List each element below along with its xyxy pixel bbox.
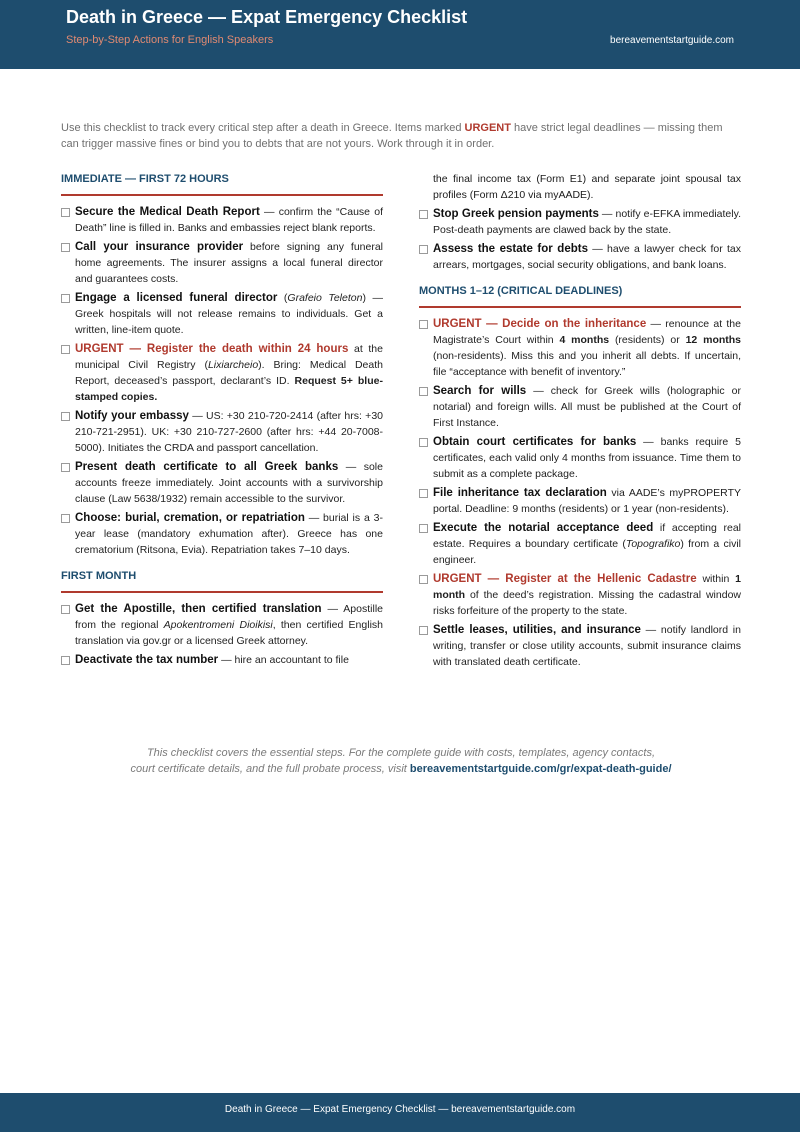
- section-heading-first-month: FIRST MONTH: [61, 570, 383, 593]
- item-text: — renounce at the Magistrate’s Court within: [433, 318, 741, 346]
- item-lead: URGENT — Register the death within 24 hours: [75, 343, 349, 355]
- checkbox[interactable]: [61, 345, 70, 354]
- checkbox[interactable]: [419, 245, 428, 254]
- checkbox[interactable]: [61, 294, 70, 303]
- footer-note-line1: This checklist covers the essential steps. For the complete guide with costs, templates, agency contacts,: [146, 747, 656, 759]
- checklist-item: [61, 652, 383, 668]
- item-text: — hire an accountant to file: [218, 654, 349, 666]
- item-text: within: [696, 573, 736, 585]
- item-continuation: the final income tax (Form E1) and separate joint spousal tax profiles (Form Δ210 via myAADE).: [433, 173, 741, 201]
- item-lead: Execute the notarial acceptance deed: [433, 522, 654, 534]
- page-header: [0, 0, 800, 69]
- checklist-item: [61, 510, 383, 558]
- section-heading-months: MONTHS 1–12 (CRITICAL DEADLINES): [419, 285, 741, 308]
- checklist-item: [61, 204, 383, 236]
- checklist-item: [61, 408, 383, 456]
- item-text: (non-residents). Miss this and you inherit all debts. If uncertain, file “acceptance with benefit of inventory.”: [433, 350, 741, 378]
- bottom-bar: [0, 1093, 800, 1132]
- item-lead: Call your insurance provider: [75, 241, 244, 253]
- item-strong: 1 month: [433, 573, 741, 601]
- checkbox[interactable]: [419, 626, 428, 635]
- footer-note-line2: [61, 761, 741, 777]
- checkbox[interactable]: [61, 243, 70, 252]
- item-emphasis: Lixiarcheio: [207, 359, 259, 371]
- checkbox[interactable]: [419, 524, 428, 533]
- item-lead: Secure the Medical Death Report: [75, 206, 260, 218]
- intro-text-1: Use this checklist to track every critical step after a death in Greece. Items marked: [61, 122, 465, 134]
- footer-note: [61, 745, 741, 777]
- intro-paragraph: [61, 120, 741, 152]
- checkbox[interactable]: [419, 387, 428, 396]
- checkbox[interactable]: [61, 208, 70, 217]
- item-text: — Apostille from the regional: [75, 603, 383, 631]
- checklist-item: [419, 241, 741, 273]
- item-text: ) from a civil engineer.: [433, 538, 741, 566]
- checkbox[interactable]: [61, 656, 70, 665]
- checkbox[interactable]: [419, 575, 428, 584]
- page-title: Death in Greece — Expat Emergency Checklist: [66, 7, 468, 27]
- checklist-item: [61, 459, 383, 507]
- item-lead: Notify your embassy: [75, 410, 189, 422]
- item-strong: 4 months: [559, 334, 610, 346]
- header-site-link[interactable]: bereavementstartguide.com: [610, 35, 734, 46]
- item-text: if accepting real estate. Requires a boundary certificate (: [433, 522, 741, 550]
- checkbox[interactable]: [419, 489, 428, 498]
- guide-link[interactable]: bereavementstartguide.com/gr/expat-death-guide/: [409, 763, 672, 775]
- checklist-item: [419, 485, 741, 517]
- checklist-item: [419, 520, 741, 568]
- item-lead: URGENT — Decide on the inheritance: [433, 318, 647, 330]
- item-text: before signing any funeral home agreements. The insurer assigns a local funeral director and guarantees costs.: [75, 241, 384, 285]
- checkbox[interactable]: [419, 320, 428, 329]
- checklist-item: [419, 206, 741, 238]
- item-text: — notify landlord in writing, transfer or close utility accounts, submit insurance claims with translated death certificate.: [433, 624, 741, 668]
- item-text: — notify e-EFKA immediately. Post-death payments are clawed back by the state.: [433, 208, 741, 236]
- checkbox[interactable]: [61, 514, 70, 523]
- checklist-item: [419, 434, 741, 482]
- checklist-item: [419, 622, 741, 670]
- checklist-item-urgent: [419, 316, 741, 380]
- checklist-item: [61, 601, 383, 649]
- checkbox[interactable]: [61, 463, 70, 472]
- right-column: [419, 171, 741, 673]
- checklist-item: [61, 239, 383, 287]
- item-text: — confirm the “Cause of Death” line is filled in. Banks and embassies reject blank reports.: [75, 206, 383, 234]
- item-strong: 12 months: [685, 334, 742, 346]
- item-lead: Deactivate the tax number: [75, 654, 219, 666]
- item-lead: URGENT — Register at the Hellenic Cadastre: [433, 573, 697, 585]
- intro-urgent-word: URGENT: [464, 122, 511, 134]
- item-text: — US: +30 210-720-2414 (after hrs: +30 210-721-2951). UK: +30 210-727-2600 (after hrs: +44 20-7008-5000). Initiates the CRDA and passport cancellation.: [75, 410, 383, 454]
- checkbox[interactable]: [419, 438, 428, 447]
- item-emphasis: Topografiko: [625, 538, 681, 550]
- item-lead: Present death certificate to all Greek banks: [75, 461, 339, 473]
- item-text: — banks require 5 certificates, each valid only 4 months from issuance. Time them to submit as a complete package.: [433, 436, 741, 480]
- item-text: (: [277, 292, 288, 304]
- item-text: — check for Greek wills (holographic or notarial) and foreign wills. All must be published at the Court of First Instance.: [433, 385, 741, 429]
- item-emphasis: Apokentromeni Dioikisi: [163, 619, 273, 631]
- checkbox[interactable]: [61, 605, 70, 614]
- checklist-item: [61, 290, 383, 338]
- intro-text-2: have strict legal deadlines — missing them can trigger massive fines or bind you to debts that are not yours. Work through it in order.: [61, 122, 723, 150]
- checkbox[interactable]: [419, 210, 428, 219]
- item-lead: Search for wills: [433, 385, 527, 397]
- item-lead: Choose: burial, cremation, or repatriation: [75, 512, 305, 524]
- checkbox[interactable]: [61, 412, 70, 421]
- item-text: at the municipal Civil Registry (: [75, 343, 383, 371]
- checklist-item-urgent: [61, 341, 383, 405]
- bottom-bar-text: Death in Greece — Expat Emergency Checklist — bereavementstartguide.com: [224, 1104, 576, 1115]
- left-column: [61, 171, 383, 671]
- item-lead: Settle leases, utilities, and insurance: [433, 624, 641, 636]
- item-lead: Get the Apostille, then certified translation: [75, 603, 322, 615]
- checklist-item: [419, 383, 741, 431]
- item-text: (residents) or: [609, 334, 686, 346]
- section-heading-immediate: IMMEDIATE — FIRST 72 HOURS: [61, 173, 383, 196]
- footer-note-text: court certificate details, and the full probate process, visit: [130, 763, 410, 775]
- item-lead: Stop Greek pension payments: [433, 208, 599, 220]
- item-text: ). Bring: Medical Death Report, deceased’s passport, declarant’s ID.: [75, 359, 383, 387]
- item-text: — have a lawyer check for tax arrears, mortgages, social security obligations, and bank loans.: [433, 243, 741, 271]
- item-lead: Assess the estate for debts: [433, 243, 588, 255]
- item-lead: Obtain court certificates for banks: [433, 436, 637, 448]
- checklist-item-urgent: [419, 571, 741, 619]
- item-text: , then certified English translation via gov.gr or a licensed Greek attorney.: [75, 619, 383, 647]
- item-emphasis: Grafeio Teleton: [287, 292, 363, 304]
- item-text: via AADE’s myPROPERTY portal. Deadline: 9 months (residents) or 1 year (non-residents).: [433, 487, 741, 515]
- item-text: ) — Greek hospitals will not release remains to individuals. Get a written, line-item quote.: [75, 292, 383, 336]
- item-lead: Engage a licensed funeral director: [75, 292, 278, 304]
- page-subtitle: Step-by-Step Actions for English Speakers: [66, 34, 274, 46]
- item-text: — sole accounts freeze immediately. Joint accounts with a survivorship clause (Law 5638/1932) remain accessible to the survivor.: [75, 461, 383, 505]
- item-text: — burial is a 3-year lease (mandatory exhumation after). Greece has one crematorium (Ritsona, Evia). Repatriation takes 7–10 days.: [75, 512, 383, 556]
- item-lead: File inheritance tax declaration: [433, 487, 607, 499]
- item-strong: Request 5+ blue-stamped copies.: [75, 375, 383, 403]
- item-text: of the deed’s registration. Missing the cadastral window risks forfeiture of the property to the state.: [433, 589, 741, 617]
